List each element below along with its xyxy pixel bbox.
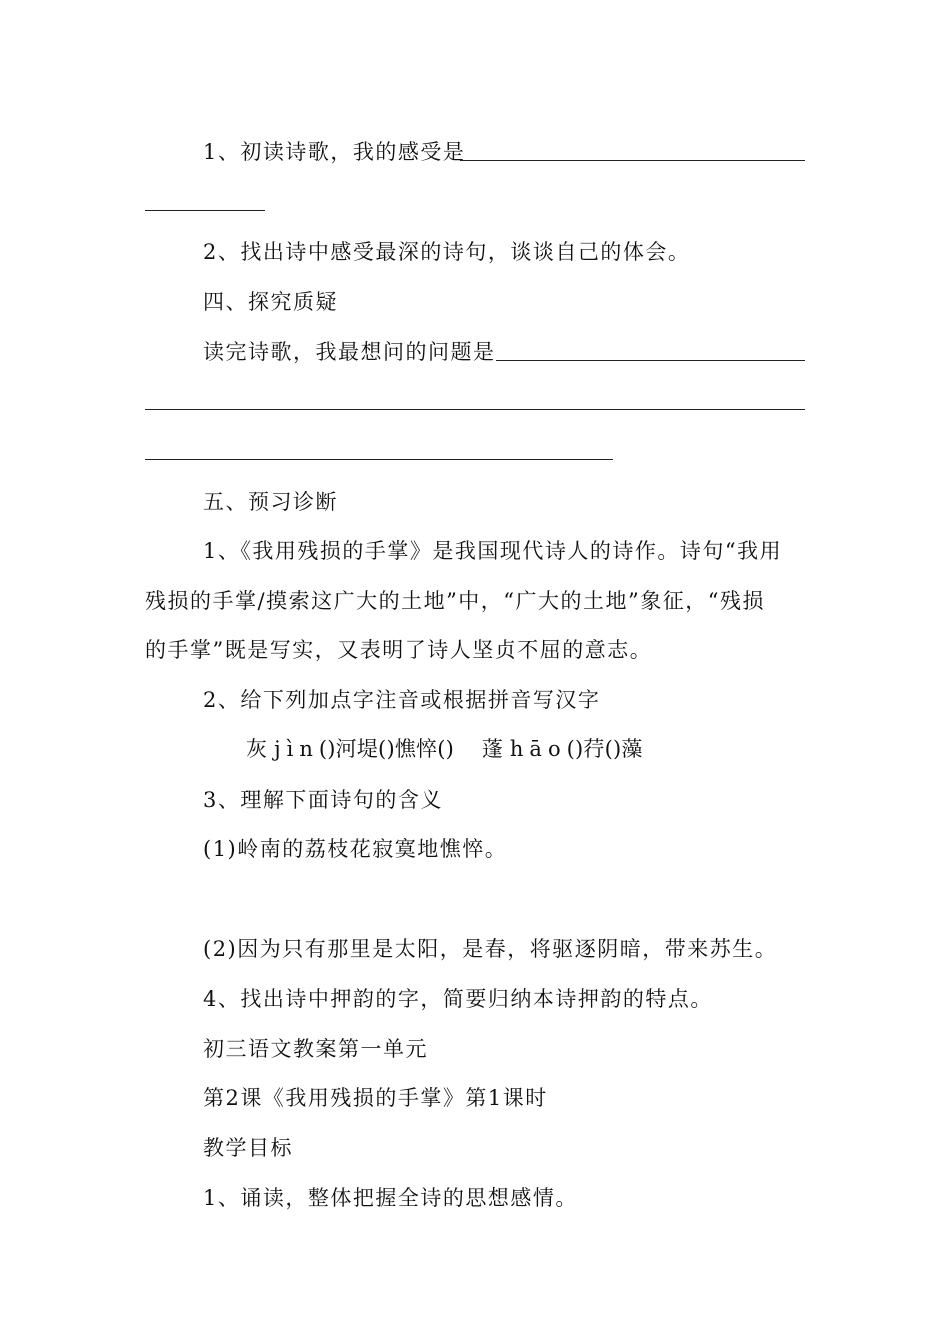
q1-text: 1、初读诗歌，我的感受是	[203, 140, 466, 164]
question-answer-line-1[interactable]	[496, 360, 805, 361]
item1-line-1: 1、《我用残损的手掌》是我国现代诗人的诗作。诗句“我用	[203, 539, 783, 563]
goals-heading: 教学目标	[203, 1136, 293, 1160]
word2-char: 蓬	[481, 737, 504, 761]
word2-pinyin: hāo	[509, 737, 567, 761]
word1-rest: ()河堤()憔悴()	[318, 737, 455, 761]
q1-answer-line-continued[interactable]	[145, 210, 265, 211]
item1-line-2: 残损的手掌/摸索这广大的土地”中，“广大的土地”象征，“残损	[145, 589, 766, 613]
word1-char: 灰	[246, 737, 268, 761]
item4-text: 4、找出诗中押韵的字，简要归纳本诗押韵的特点。	[203, 987, 713, 1011]
q2-text: 2、找出诗中感受最深的诗句，谈谈自己的体会。	[203, 240, 691, 264]
item2-text: 2、给下列加点字注音或根据拼音写汉字	[203, 688, 601, 712]
section4-heading: 四、探究质疑	[203, 290, 338, 314]
question-prompt: 读完诗歌，我最想问的问题是	[203, 340, 496, 364]
pinyin-exercise-row	[246, 735, 643, 763]
item3-text: 3、理解下面诗句的含义	[203, 788, 443, 812]
unit-title: 初三语文教案第一单元	[203, 1037, 428, 1061]
word2-rest: ()荇()藻	[566, 737, 643, 761]
word1-pinyin: jìn	[274, 737, 319, 761]
item3-sub1: (1)岭南的荔枝花寂寞地憔悴。	[203, 837, 508, 861]
section5-heading: 五、预习诊断	[203, 490, 338, 514]
item3-sub2: (2)因为只有那里是太阳，是春，将驱逐阴暗，带来苏生。	[203, 937, 778, 961]
lesson-title: 第2课《我用残损的手掌》第1课时	[203, 1086, 548, 1110]
question-answer-line-3[interactable]	[145, 459, 613, 460]
q1-answer-line[interactable]	[460, 160, 805, 161]
item1-line-3: 的手掌”既是写实，又表明了诗人坚贞不屈的意志。	[145, 638, 653, 662]
goal-1: 1、诵读，整体把握全诗的思想感情。	[203, 1186, 578, 1210]
question-answer-line-2[interactable]	[145, 409, 805, 410]
